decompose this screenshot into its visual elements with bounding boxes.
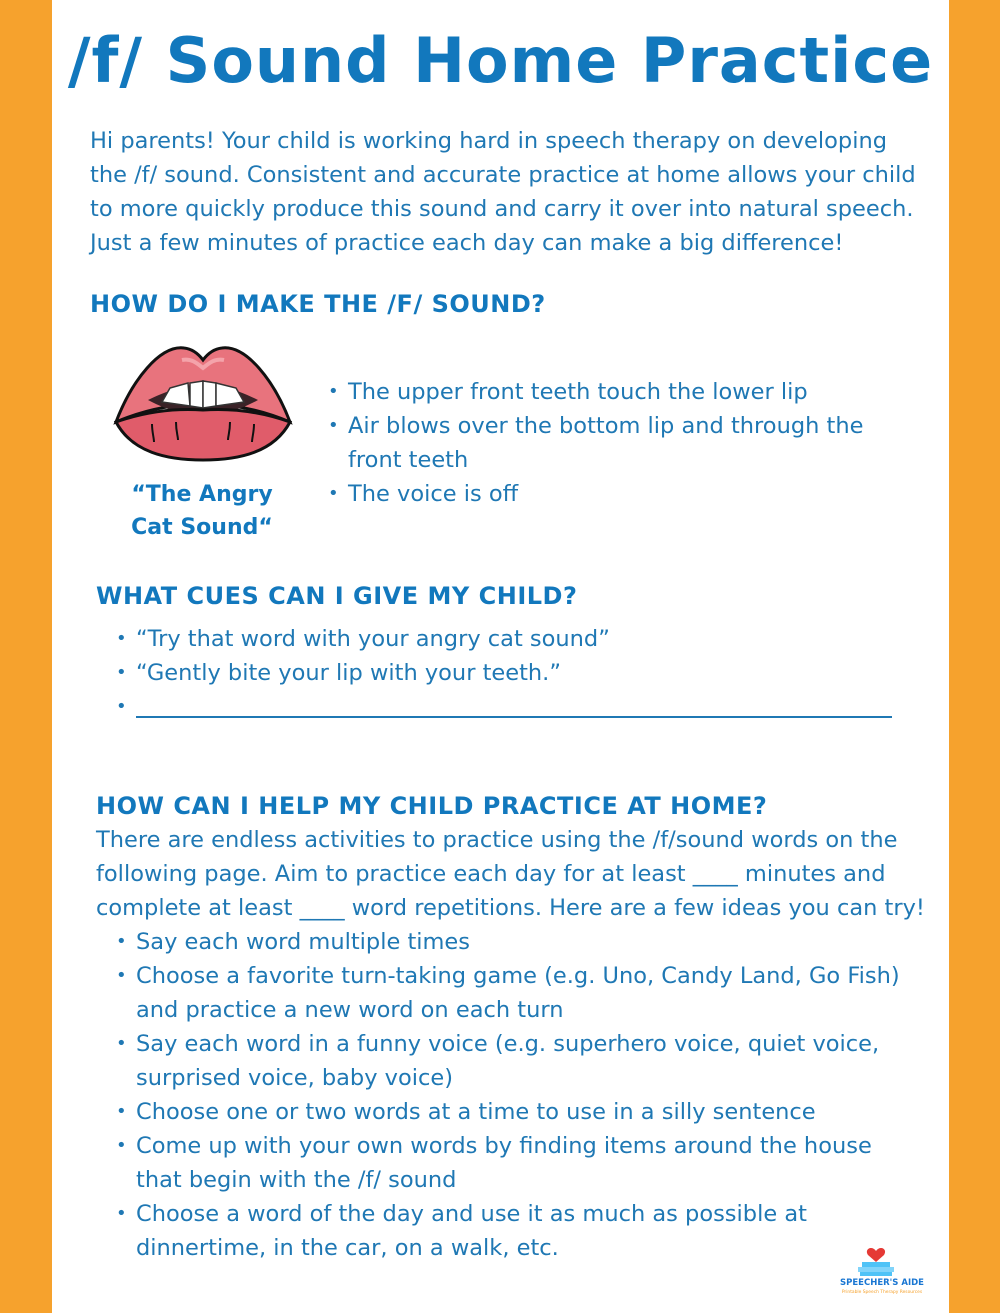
cues-list bbox=[114, 622, 914, 728]
practice-ideas-list bbox=[114, 925, 914, 1265]
list-item: • “Try that word with your angry cat sound” bbox=[114, 622, 914, 656]
list-item: • The voice is off bbox=[326, 477, 906, 511]
list-item: • Choose a favorite turn-taking game (e.g. Uno, Candy Land, Go Fish) and practice a new word on each turn bbox=[114, 959, 914, 1027]
section-heading-cues: WHAT CUES CAN I GIVE MY CHILD? bbox=[96, 582, 578, 610]
list-item: • Say each word multiple times bbox=[114, 925, 914, 959]
section-heading-make-sound: HOW DO I MAKE THE /F/ SOUND? bbox=[90, 290, 546, 318]
lips-illustration bbox=[112, 340, 294, 465]
list-item: • Air blows over the bottom lip and through the front teeth bbox=[326, 409, 906, 477]
blank-write-in-line[interactable] bbox=[136, 690, 892, 718]
list-item: • “Gently bite your lip with your teeth.” bbox=[114, 656, 914, 690]
lips-caption: “The Angry Cat Sound“ bbox=[131, 482, 273, 540]
intro-paragraph: Hi parents! Your child is working hard in speech therapy on developing the /f/ sound. Consistent and accurate practice at home allows your child to more quickly produce this sound and carry it over into natural speech. Just a few minutes of practice each day can make a big difference! bbox=[90, 128, 916, 256]
make-sound-list bbox=[326, 375, 906, 511]
list-item: • The upper front teeth touch the lower lip bbox=[326, 375, 906, 409]
list-item: • Choose a word of the day and use it as much as possible at dinnertime, in the car, on a walk, etc. bbox=[114, 1197, 914, 1265]
blank-cue-line-item bbox=[114, 690, 914, 728]
worksheet-page bbox=[52, 0, 949, 1313]
speechers-aide-logo bbox=[834, 1245, 930, 1295]
list-item: • Come up with your own words by finding items around the house that begin with the /f/ sound bbox=[114, 1129, 914, 1197]
list-item: • Choose one or two words at a time to use in a silly sentence bbox=[114, 1095, 914, 1129]
section-heading-practice: HOW CAN I HELP MY CHILD PRACTICE AT HOME? bbox=[96, 792, 768, 820]
practice-paragraph: There are endless activities to practice using the /f/sound words on the following page. Aim to practice each day for at least ____ minutes and complete at least ____ word repetitions. Here are a few ideas you can try! bbox=[96, 827, 925, 921]
logo-tagline: Printable Speech Therapy Resources bbox=[841, 1290, 923, 1295]
logo-name: SPEECHER'S AIDE bbox=[840, 1278, 924, 1288]
page-title: /f/ Sound Home Practice bbox=[67, 24, 934, 97]
list-item: • Say each word in a funny voice (e.g. superhero voice, quiet voice, surprised voice, baby voice) bbox=[114, 1027, 914, 1095]
